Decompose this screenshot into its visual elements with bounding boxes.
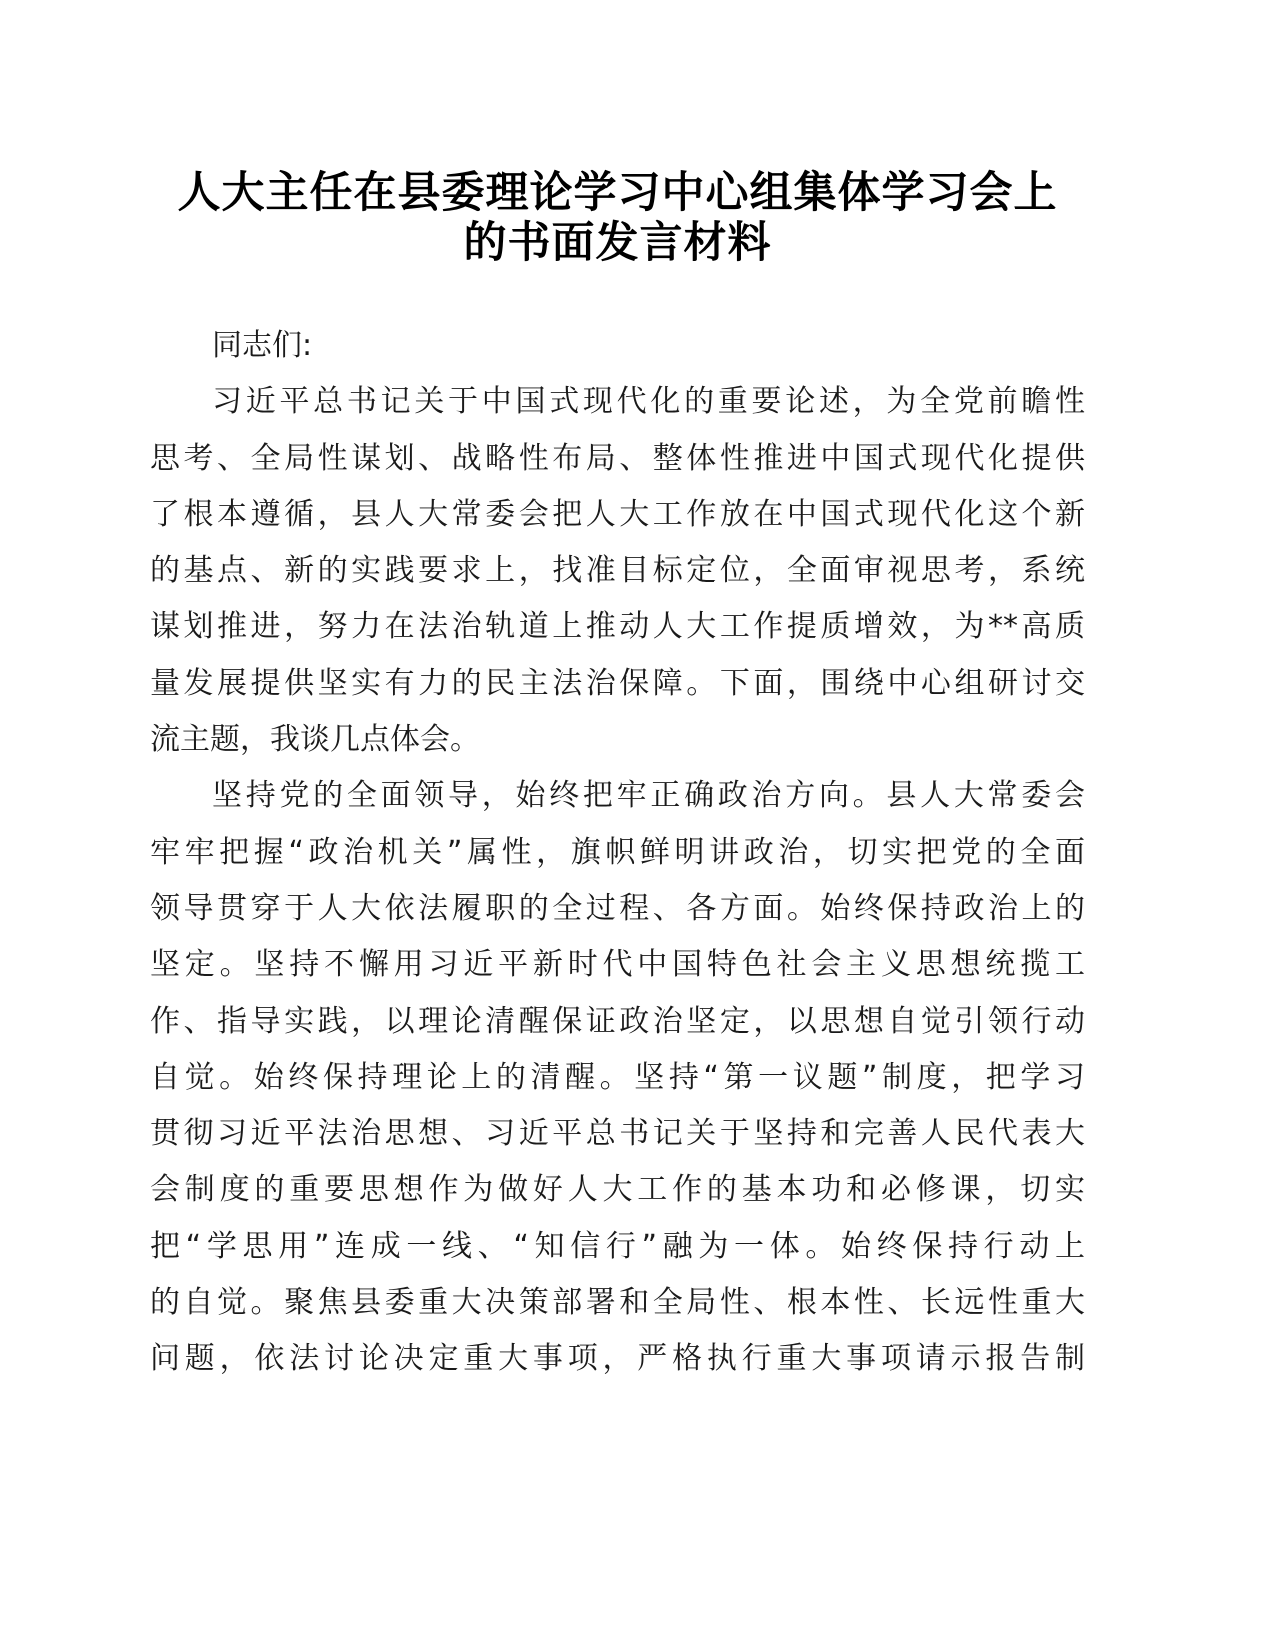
paragraph-line: 的基点、新的实践要求上，找准目标定位，全面审视思考，系统 bbox=[150, 553, 1085, 589]
paragraph-line: 习近平总书记关于中国式现代化的重要论述，为全党前瞻性 bbox=[212, 384, 1085, 420]
paragraph-line: 的自觉。聚焦县委重大决策部署和全局性、根本性、长远性重大 bbox=[150, 1285, 1085, 1321]
paragraph-line: 领导贯穿于人大依法履职的全过程、各方面。始终保持政治上的 bbox=[150, 890, 1085, 926]
paragraph-line: 贯彻习近平法治思想、习近平总书记关于坚持和完善人民代表大 bbox=[150, 1116, 1085, 1152]
paragraph-line: 流主题，我谈几点体会。 bbox=[150, 722, 480, 758]
paragraph-line: 牢牢把握“政治机关”属性，旗帜鲜明讲政治，切实把党的全面 bbox=[150, 834, 1085, 870]
document-body bbox=[150, 318, 1085, 1388]
paragraph-line: 坚持党的全面领导，始终把牢正确政治方向。县人大常委会 bbox=[212, 778, 1085, 814]
paragraph-line: 量发展提供坚实有力的民主法治保障。下面，围绕中心组研讨交 bbox=[150, 665, 1085, 701]
paragraph-line: 问题，依法讨论决定重大事项，严格执行重大事项请示报告制 bbox=[150, 1341, 1085, 1377]
paragraph-line: 作、指导实践，以理论清醒保证政治坚定，以思想自觉引领行动 bbox=[150, 1003, 1085, 1039]
paragraph-line: 思考、全局性谋划、战略性布局、整体性推进中国式现代化提供 bbox=[150, 440, 1085, 476]
paragraph-line: 了根本遵循，县人大常委会把人大工作放在中国式现代化这个新 bbox=[150, 496, 1085, 532]
title-line-1: 人大主任在县委理论学习中心组集体学习会上 bbox=[177, 168, 1058, 218]
paragraph-line: 谋划推进，努力在法治轨道上推动人大工作提质增效，为**高质 bbox=[150, 609, 1085, 645]
paragraph-1 bbox=[150, 374, 1085, 768]
document-title bbox=[150, 168, 1085, 268]
paragraph-line: 把“学思用”连成一线、“知信行”融为一体。始终保持行动上 bbox=[150, 1228, 1085, 1264]
paragraph-line: 自觉。始终保持理论上的清醒。坚持“第一议题”制度，把学习 bbox=[150, 1059, 1085, 1095]
paragraph-line: 坚定。坚持不懈用习近平新时代中国特色社会主义思想统揽工 bbox=[150, 947, 1085, 983]
paragraph-2 bbox=[150, 768, 1085, 1387]
title-line-2: 的书面发言材料 bbox=[463, 218, 772, 268]
greeting: 同志们: bbox=[212, 328, 313, 363]
paragraph-line: 会制度的重要思想作为做好人大工作的基本功和必修课，切实 bbox=[150, 1172, 1085, 1208]
